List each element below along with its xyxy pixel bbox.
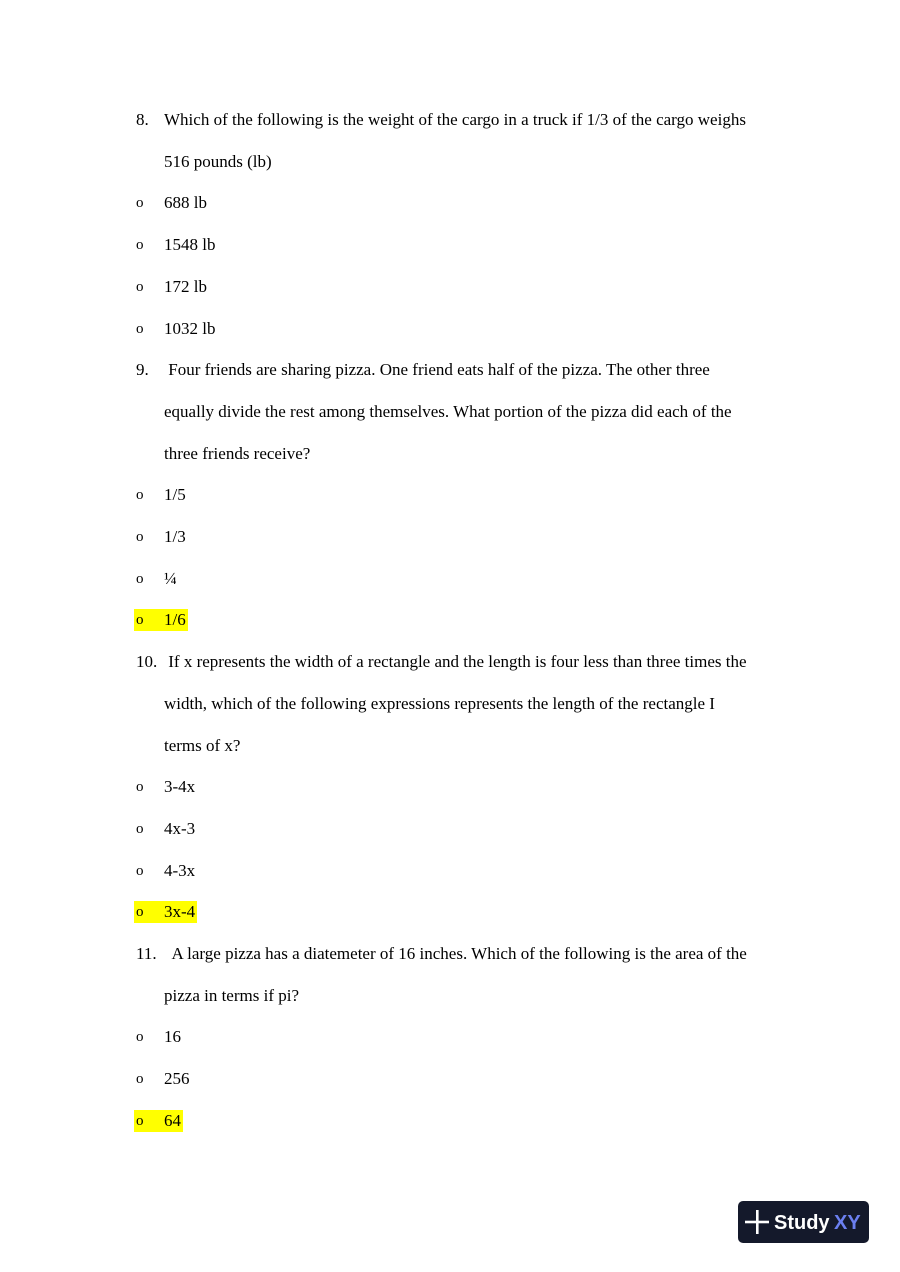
question-text: three friends receive?	[164, 443, 311, 463]
bullet-icon: o	[136, 904, 144, 921]
bullet-icon: o	[136, 1071, 144, 1088]
answer-option[interactable]	[0, 273, 900, 301]
question-text: pizza in terms if pi?	[164, 985, 300, 1005]
bullet-icon: o	[136, 529, 144, 545]
answer-option[interactable]	[0, 1023, 900, 1051]
question-text: equally divide the rest among themselves. What portion of the pizza did each of the	[164, 401, 732, 421]
answer-option[interactable]	[0, 231, 900, 259]
question-line	[0, 106, 900, 134]
bullet-icon: o	[136, 862, 144, 879]
answer-option[interactable]	[0, 565, 900, 593]
question-number: 10.	[136, 652, 158, 672]
answer-option-text: 172 lb	[164, 276, 207, 296]
answer-option-text: 1/3	[164, 527, 186, 546]
answer-option-text: 4-3x	[164, 860, 196, 880]
question-text: width, which of the following expressions represents the length of the rectangle I	[164, 693, 715, 713]
question-line	[0, 356, 900, 384]
question-text: If x represents the width of a rectangle and the length is four less than three times the	[164, 652, 747, 672]
bullet-icon: o	[136, 195, 144, 212]
bullet-icon: o	[136, 779, 144, 796]
answer-option-text: 1/5	[164, 485, 186, 505]
answer-option-text: 16	[164, 1027, 181, 1047]
question-text: A large pizza has a diatemeter of 16 inches. Which of the following is the area of the	[164, 944, 747, 963]
bullet-icon: o	[136, 612, 144, 629]
answer-option-text: 3-4x	[164, 777, 196, 797]
answer-option-text: 688 lb	[164, 193, 207, 213]
question-line	[0, 940, 900, 968]
answer-option-text: 1/6	[164, 610, 186, 630]
answer-option[interactable]	[0, 1107, 900, 1135]
question-text: Four friends are sharing pizza. One friend eats half of the pizza. The other three	[164, 360, 710, 380]
answer-option[interactable]	[0, 815, 900, 843]
answer-option[interactable]	[0, 189, 900, 217]
answer-option[interactable]	[0, 523, 900, 551]
bullet-icon: o	[136, 237, 144, 254]
question-line	[0, 440, 900, 468]
plus-icon	[745, 1210, 769, 1234]
bullet-icon: o	[136, 487, 144, 504]
question-number: 8.	[136, 110, 149, 129]
answer-option-text: 3x-4	[164, 902, 196, 922]
answer-option[interactable]	[0, 898, 900, 926]
answer-option[interactable]	[0, 606, 900, 634]
question-line	[0, 982, 900, 1010]
question-line	[0, 732, 900, 760]
answer-option-text: ¼	[164, 568, 177, 588]
question-text: 516 pounds (lb)	[164, 151, 272, 171]
answer-option[interactable]	[0, 1065, 900, 1093]
question-number: 9.	[136, 360, 149, 380]
answer-option-text: 64	[164, 1110, 181, 1130]
question-line	[0, 148, 900, 176]
studyxy-logo	[738, 1201, 869, 1243]
question-text: terms of x?	[164, 735, 241, 755]
answer-option[interactable]	[0, 773, 900, 801]
answer-option-text: 256	[164, 1069, 190, 1089]
answer-option-text: 1032 lb	[164, 318, 216, 338]
question-line	[0, 648, 900, 676]
answer-option[interactable]	[0, 857, 900, 885]
studyxy-logo-graphic	[745, 1207, 863, 1237]
answer-option-text: 1548 lb	[164, 235, 216, 255]
question-text: Which of the following is the weight of the cargo in a truck if 1/3 of the cargo weighs	[164, 110, 746, 129]
bullet-icon: o	[136, 1029, 144, 1046]
logo-xy-text: XY	[833, 1212, 861, 1234]
question-line	[0, 690, 900, 718]
question-line	[0, 398, 900, 426]
answer-option-text: 4x-3	[164, 818, 196, 838]
bullet-icon: o	[136, 320, 144, 337]
question-number: 11.	[136, 944, 157, 963]
answer-option[interactable]	[0, 315, 900, 343]
logo-study-text: Study	[773, 1212, 830, 1234]
bullet-icon: o	[136, 278, 144, 295]
bullet-icon: o	[136, 1112, 144, 1129]
answer-option[interactable]	[0, 481, 900, 509]
bullet-icon: o	[136, 820, 144, 837]
bullet-icon: o	[136, 570, 144, 587]
